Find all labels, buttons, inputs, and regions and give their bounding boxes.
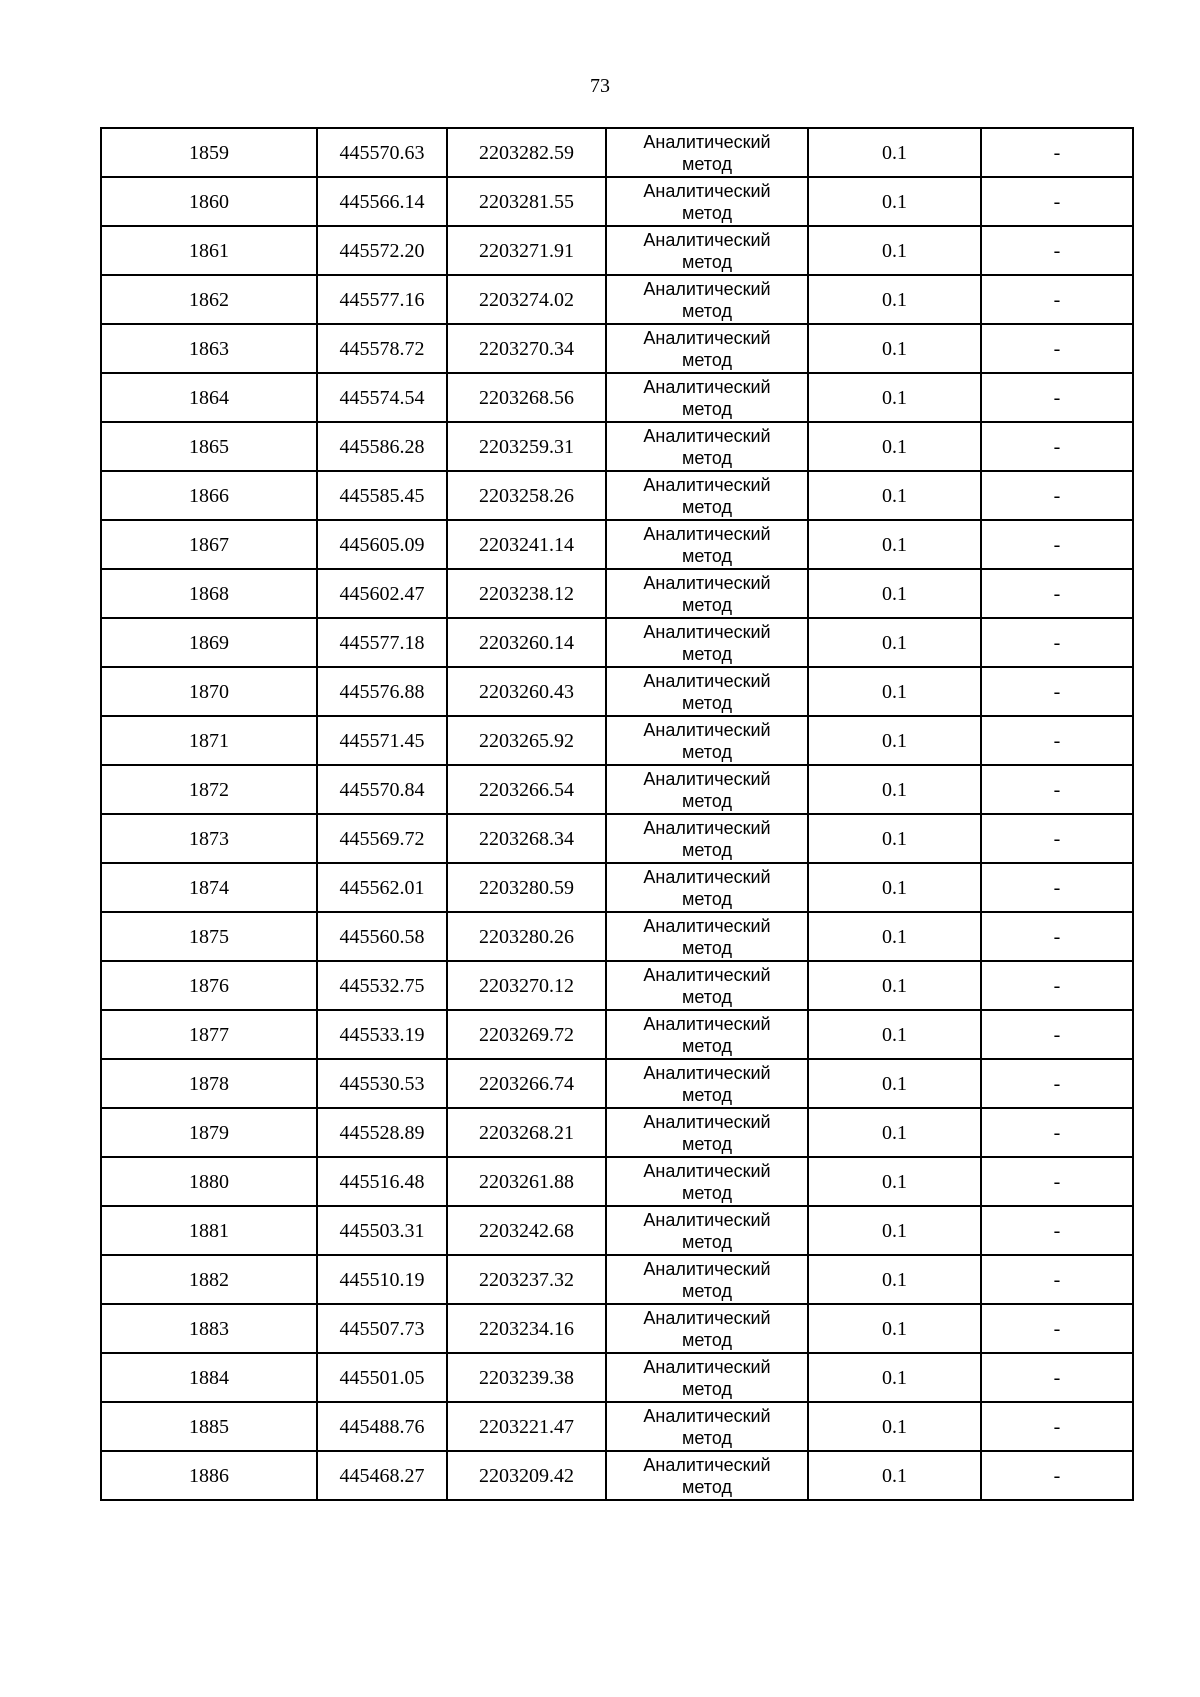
- point-number-cell: 1885: [101, 1402, 317, 1451]
- point-number-cell: 1867: [101, 520, 317, 569]
- method-line-2: метод: [682, 1182, 732, 1203]
- y-coordinate-cell: 2203268.34: [447, 814, 606, 863]
- method-line-2: метод: [682, 1476, 732, 1497]
- table-row: [101, 471, 1133, 520]
- table-row: [101, 814, 1133, 863]
- accuracy-cell: 0.1: [808, 422, 981, 471]
- point-number-cell: 1873: [101, 814, 317, 863]
- point-number-cell: 1869: [101, 618, 317, 667]
- method-line-2: метод: [682, 447, 732, 468]
- note-cell: -: [981, 177, 1133, 226]
- note-cell: -: [981, 226, 1133, 275]
- note-cell: -: [981, 422, 1133, 471]
- method-cell: [606, 275, 808, 324]
- table-row: [101, 1059, 1133, 1108]
- y-coordinate-cell: 2203281.55: [447, 177, 606, 226]
- note-cell: -: [981, 569, 1133, 618]
- note-cell: -: [981, 1059, 1133, 1108]
- method-line-2: метод: [682, 1084, 732, 1105]
- method-line-2: метод: [682, 398, 732, 419]
- accuracy-cell: 0.1: [808, 226, 981, 275]
- table-row: [101, 520, 1133, 569]
- method-cell: [606, 1059, 808, 1108]
- table-row: [101, 863, 1133, 912]
- table-row: [101, 667, 1133, 716]
- table-row: [101, 912, 1133, 961]
- note-cell: -: [981, 1304, 1133, 1353]
- accuracy-cell: 0.1: [808, 1157, 981, 1206]
- method-line-1: Аналитический: [643, 1258, 771, 1279]
- table-row: [101, 618, 1133, 667]
- table-row: [101, 1304, 1133, 1353]
- x-coordinate-cell: 445533.19: [317, 1010, 447, 1059]
- method-line-2: метод: [682, 1035, 732, 1056]
- method-line-2: метод: [682, 1329, 732, 1350]
- method-line-2: метод: [682, 594, 732, 615]
- table-row: [101, 373, 1133, 422]
- method-line-2: метод: [682, 1427, 732, 1448]
- method-line-1: Аналитический: [643, 376, 771, 397]
- accuracy-cell: 0.1: [808, 324, 981, 373]
- y-coordinate-cell: 2203242.68: [447, 1206, 606, 1255]
- method-line-2: метод: [682, 937, 732, 958]
- x-coordinate-cell: 445574.54: [317, 373, 447, 422]
- method-line-2: метод: [682, 1280, 732, 1301]
- accuracy-cell: 0.1: [808, 1304, 981, 1353]
- accuracy-cell: 0.1: [808, 667, 981, 716]
- x-coordinate-cell: 445501.05: [317, 1353, 447, 1402]
- x-coordinate-cell: 445562.01: [317, 863, 447, 912]
- accuracy-cell: 0.1: [808, 1059, 981, 1108]
- table-row: [101, 1353, 1133, 1402]
- note-cell: -: [981, 863, 1133, 912]
- note-cell: -: [981, 961, 1133, 1010]
- method-line-2: метод: [682, 1133, 732, 1154]
- method-cell: [606, 667, 808, 716]
- note-cell: -: [981, 520, 1133, 569]
- table-row: [101, 716, 1133, 765]
- x-coordinate-cell: 445570.84: [317, 765, 447, 814]
- method-line-2: метод: [682, 692, 732, 713]
- accuracy-cell: 0.1: [808, 863, 981, 912]
- table-row: [101, 1206, 1133, 1255]
- x-coordinate-cell: 445516.48: [317, 1157, 447, 1206]
- accuracy-cell: 0.1: [808, 1206, 981, 1255]
- y-coordinate-cell: 2203261.88: [447, 1157, 606, 1206]
- method-line-1: Аналитический: [643, 425, 771, 446]
- method-line-1: Аналитический: [643, 229, 771, 250]
- table-row: [101, 1402, 1133, 1451]
- table-row: [101, 275, 1133, 324]
- method-line-2: метод: [682, 349, 732, 370]
- method-cell: [606, 912, 808, 961]
- coordinates-table: [100, 127, 1134, 1501]
- x-coordinate-cell: 445530.53: [317, 1059, 447, 1108]
- method-line-1: Аналитический: [643, 1356, 771, 1377]
- x-coordinate-cell: 445560.58: [317, 912, 447, 961]
- method-line-2: метод: [682, 496, 732, 517]
- method-line-2: метод: [682, 986, 732, 1007]
- table-row: [101, 961, 1133, 1010]
- method-cell: [606, 226, 808, 275]
- y-coordinate-cell: 2203268.56: [447, 373, 606, 422]
- note-cell: -: [981, 1157, 1133, 1206]
- method-cell: [606, 422, 808, 471]
- method-line-1: Аналитический: [643, 327, 771, 348]
- method-line-2: метод: [682, 1378, 732, 1399]
- table-row: [101, 324, 1133, 373]
- x-coordinate-cell: 445585.45: [317, 471, 447, 520]
- x-coordinate-cell: 445571.45: [317, 716, 447, 765]
- method-cell: [606, 177, 808, 226]
- y-coordinate-cell: 2203268.21: [447, 1108, 606, 1157]
- accuracy-cell: 0.1: [808, 569, 981, 618]
- table-row: [101, 226, 1133, 275]
- point-number-cell: 1868: [101, 569, 317, 618]
- accuracy-cell: 0.1: [808, 1451, 981, 1500]
- coordinates-table-body: [101, 128, 1133, 1500]
- x-coordinate-cell: 445577.18: [317, 618, 447, 667]
- method-line-2: метод: [682, 790, 732, 811]
- method-line-1: Аналитический: [643, 621, 771, 642]
- point-number-cell: 1881: [101, 1206, 317, 1255]
- y-coordinate-cell: 2203239.38: [447, 1353, 606, 1402]
- x-coordinate-cell: 445532.75: [317, 961, 447, 1010]
- note-cell: -: [981, 667, 1133, 716]
- y-coordinate-cell: 2203209.42: [447, 1451, 606, 1500]
- point-number-cell: 1874: [101, 863, 317, 912]
- y-coordinate-cell: 2203274.02: [447, 275, 606, 324]
- method-line-1: Аналитический: [643, 1160, 771, 1181]
- method-cell: [606, 1353, 808, 1402]
- x-coordinate-cell: 445528.89: [317, 1108, 447, 1157]
- y-coordinate-cell: 2203265.92: [447, 716, 606, 765]
- y-coordinate-cell: 2203266.54: [447, 765, 606, 814]
- point-number-cell: 1877: [101, 1010, 317, 1059]
- method-line-1: Аналитический: [643, 817, 771, 838]
- point-number-cell: 1865: [101, 422, 317, 471]
- method-cell: [606, 961, 808, 1010]
- x-coordinate-cell: 445605.09: [317, 520, 447, 569]
- x-coordinate-cell: 445569.72: [317, 814, 447, 863]
- x-coordinate-cell: 445572.20: [317, 226, 447, 275]
- point-number-cell: 1883: [101, 1304, 317, 1353]
- method-cell: [606, 1108, 808, 1157]
- accuracy-cell: 0.1: [808, 1010, 981, 1059]
- accuracy-cell: 0.1: [808, 520, 981, 569]
- point-number-cell: 1864: [101, 373, 317, 422]
- method-line-1: Аналитический: [643, 1454, 771, 1475]
- accuracy-cell: 0.1: [808, 618, 981, 667]
- method-line-1: Аналитический: [643, 572, 771, 593]
- point-number-cell: 1872: [101, 765, 317, 814]
- method-cell: [606, 765, 808, 814]
- accuracy-cell: 0.1: [808, 765, 981, 814]
- y-coordinate-cell: 2203270.12: [447, 961, 606, 1010]
- method-cell: [606, 863, 808, 912]
- method-line-1: Аналитический: [643, 523, 771, 544]
- note-cell: -: [981, 1451, 1133, 1500]
- method-line-2: метод: [682, 643, 732, 664]
- method-cell: [606, 373, 808, 422]
- table-row: [101, 1255, 1133, 1304]
- x-coordinate-cell: 445507.73: [317, 1304, 447, 1353]
- table-row: [101, 128, 1133, 177]
- method-cell: [606, 1206, 808, 1255]
- point-number-cell: 1880: [101, 1157, 317, 1206]
- y-coordinate-cell: 2203269.72: [447, 1010, 606, 1059]
- accuracy-cell: 0.1: [808, 1255, 981, 1304]
- method-line-1: Аналитический: [643, 1405, 771, 1426]
- method-cell: [606, 1451, 808, 1500]
- method-line-1: Аналитический: [643, 670, 771, 691]
- method-cell: [606, 569, 808, 618]
- x-coordinate-cell: 445602.47: [317, 569, 447, 618]
- accuracy-cell: 0.1: [808, 912, 981, 961]
- table-row: [101, 1108, 1133, 1157]
- method-line-2: метод: [682, 545, 732, 566]
- y-coordinate-cell: 2203237.32: [447, 1255, 606, 1304]
- y-coordinate-cell: 2203271.91: [447, 226, 606, 275]
- accuracy-cell: 0.1: [808, 1402, 981, 1451]
- x-coordinate-cell: 445510.19: [317, 1255, 447, 1304]
- note-cell: -: [981, 373, 1133, 422]
- x-coordinate-cell: 445576.88: [317, 667, 447, 716]
- point-number-cell: 1863: [101, 324, 317, 373]
- y-coordinate-cell: 2203266.74: [447, 1059, 606, 1108]
- method-cell: [606, 716, 808, 765]
- method-line-2: метод: [682, 888, 732, 909]
- method-line-2: метод: [682, 839, 732, 860]
- x-coordinate-cell: 445488.76: [317, 1402, 447, 1451]
- point-number-cell: 1870: [101, 667, 317, 716]
- point-number-cell: 1882: [101, 1255, 317, 1304]
- accuracy-cell: 0.1: [808, 716, 981, 765]
- method-line-1: Аналитический: [643, 719, 771, 740]
- point-number-cell: 1861: [101, 226, 317, 275]
- table-row: [101, 1451, 1133, 1500]
- method-line-2: метод: [682, 741, 732, 762]
- method-line-1: Аналитический: [643, 1209, 771, 1230]
- accuracy-cell: 0.1: [808, 814, 981, 863]
- x-coordinate-cell: 445578.72: [317, 324, 447, 373]
- method-line-1: Аналитический: [643, 180, 771, 201]
- y-coordinate-cell: 2203258.26: [447, 471, 606, 520]
- point-number-cell: 1886: [101, 1451, 317, 1500]
- method-cell: [606, 618, 808, 667]
- y-coordinate-cell: 2203241.14: [447, 520, 606, 569]
- method-cell: [606, 1157, 808, 1206]
- point-number-cell: 1884: [101, 1353, 317, 1402]
- y-coordinate-cell: 2203234.16: [447, 1304, 606, 1353]
- y-coordinate-cell: 2203221.47: [447, 1402, 606, 1451]
- method-cell: [606, 128, 808, 177]
- accuracy-cell: 0.1: [808, 275, 981, 324]
- method-cell: [606, 1304, 808, 1353]
- accuracy-cell: 0.1: [808, 1108, 981, 1157]
- method-line-1: Аналитический: [643, 278, 771, 299]
- method-line-2: метод: [682, 1231, 732, 1252]
- method-cell: [606, 1402, 808, 1451]
- x-coordinate-cell: 445566.14: [317, 177, 447, 226]
- method-line-1: Аналитический: [643, 768, 771, 789]
- method-cell: [606, 471, 808, 520]
- note-cell: -: [981, 618, 1133, 667]
- note-cell: -: [981, 1255, 1133, 1304]
- accuracy-cell: 0.1: [808, 1353, 981, 1402]
- method-line-2: метод: [682, 300, 732, 321]
- method-line-1: Аналитический: [643, 131, 771, 152]
- accuracy-cell: 0.1: [808, 961, 981, 1010]
- method-cell: [606, 1010, 808, 1059]
- y-coordinate-cell: 2203270.34: [447, 324, 606, 373]
- y-coordinate-cell: 2203280.26: [447, 912, 606, 961]
- point-number-cell: 1878: [101, 1059, 317, 1108]
- y-coordinate-cell: 2203238.12: [447, 569, 606, 618]
- method-cell: [606, 814, 808, 863]
- point-number-cell: 1871: [101, 716, 317, 765]
- table-row: [101, 1010, 1133, 1059]
- note-cell: -: [981, 1353, 1133, 1402]
- point-number-cell: 1860: [101, 177, 317, 226]
- method-line-2: метод: [682, 202, 732, 223]
- y-coordinate-cell: 2203259.31: [447, 422, 606, 471]
- y-coordinate-cell: 2203282.59: [447, 128, 606, 177]
- table-row: [101, 765, 1133, 814]
- method-line-1: Аналитический: [643, 1013, 771, 1034]
- x-coordinate-cell: 445503.31: [317, 1206, 447, 1255]
- point-number-cell: 1866: [101, 471, 317, 520]
- method-line-1: Аналитический: [643, 1307, 771, 1328]
- table-row: [101, 422, 1133, 471]
- y-coordinate-cell: 2203280.59: [447, 863, 606, 912]
- table-row: [101, 569, 1133, 618]
- accuracy-cell: 0.1: [808, 177, 981, 226]
- method-cell: [606, 324, 808, 373]
- x-coordinate-cell: 445468.27: [317, 1451, 447, 1500]
- note-cell: -: [981, 324, 1133, 373]
- table-row: [101, 177, 1133, 226]
- method-cell: [606, 1255, 808, 1304]
- method-line-1: Аналитический: [643, 866, 771, 887]
- method-cell: [606, 520, 808, 569]
- method-line-1: Аналитический: [643, 964, 771, 985]
- accuracy-cell: 0.1: [808, 128, 981, 177]
- note-cell: -: [981, 765, 1133, 814]
- method-line-1: Аналитический: [643, 915, 771, 936]
- accuracy-cell: 0.1: [808, 373, 981, 422]
- note-cell: -: [981, 1010, 1133, 1059]
- note-cell: -: [981, 1108, 1133, 1157]
- method-line-2: метод: [682, 153, 732, 174]
- accuracy-cell: 0.1: [808, 471, 981, 520]
- note-cell: -: [981, 716, 1133, 765]
- method-line-1: Аналитический: [643, 1111, 771, 1132]
- note-cell: -: [981, 814, 1133, 863]
- table-row: [101, 1157, 1133, 1206]
- method-line-1: Аналитический: [643, 474, 771, 495]
- method-line-1: Аналитический: [643, 1062, 771, 1083]
- y-coordinate-cell: 2203260.14: [447, 618, 606, 667]
- y-coordinate-cell: 2203260.43: [447, 667, 606, 716]
- point-number-cell: 1859: [101, 128, 317, 177]
- note-cell: -: [981, 128, 1133, 177]
- note-cell: -: [981, 912, 1133, 961]
- note-cell: -: [981, 275, 1133, 324]
- method-line-2: метод: [682, 251, 732, 272]
- point-number-cell: 1879: [101, 1108, 317, 1157]
- note-cell: -: [981, 471, 1133, 520]
- point-number-cell: 1862: [101, 275, 317, 324]
- x-coordinate-cell: 445577.16: [317, 275, 447, 324]
- note-cell: -: [981, 1206, 1133, 1255]
- point-number-cell: 1875: [101, 912, 317, 961]
- x-coordinate-cell: 445570.63: [317, 128, 447, 177]
- x-coordinate-cell: 445586.28: [317, 422, 447, 471]
- page-number: 73: [590, 75, 610, 97]
- point-number-cell: 1876: [101, 961, 317, 1010]
- note-cell: -: [981, 1402, 1133, 1451]
